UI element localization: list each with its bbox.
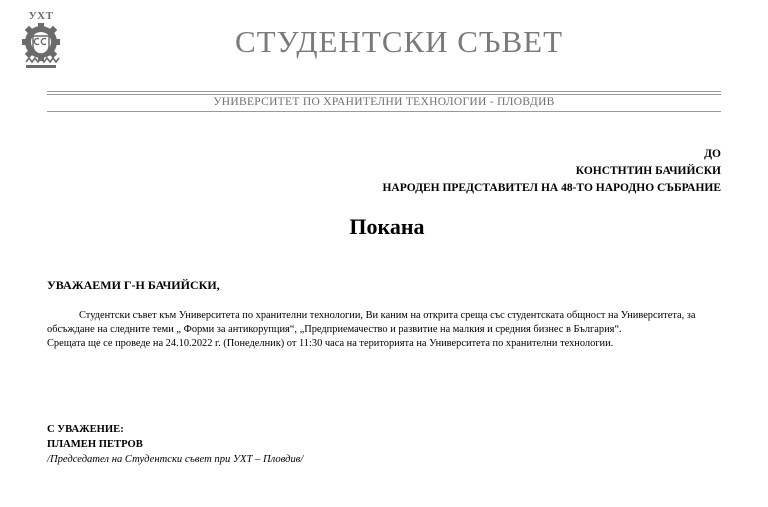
- addressee-name: КОНСТНТИН БАЧИЙСКИ: [575, 165, 721, 177]
- signature-closing: С УВАЖЕНИЕ:: [47, 424, 124, 435]
- body-paragraph-1: Студентски съвет към Университета по хранителни технологии, Ви каним на открита среща със студентската общност на Университета, за обсъждане на следните теми „ Форми за антикорупция“, „Предприемачество и развитие на малкия и средния бизнес в България“.: [47, 310, 696, 335]
- body-paragraph-2: Срещата ще се проведе на 24.10.2022 г. (Понеделник) от 11:30 часа на територията на Университета по хранителни технологии.: [47, 338, 614, 349]
- signature-block: [47, 422, 303, 467]
- signature-position: /Председател на Студентски съвет при УХТ – Пловдив/: [47, 454, 304, 465]
- signature-name: ПЛАМЕН ПЕТРОВ: [47, 439, 143, 450]
- logo-text: УХТ: [28, 10, 54, 22]
- header-divider-bottom: [47, 111, 721, 112]
- council-title: СТУДЕНТСКИ СЪВЕТ: [234, 24, 564, 59]
- salutation: УВАЖАЕМИ Г-Н БАЧИЙСКИ,: [47, 278, 220, 292]
- addressee-position: НАРОДЕН ПРЕДСТАВИТЕЛ НА 48-ТО НАРОДНО СЪБРАНИЕ: [382, 182, 721, 194]
- addressee-block: [382, 146, 721, 197]
- header-divider-top: [47, 91, 721, 92]
- document-title: Покана: [349, 214, 425, 239]
- letter-body: [47, 309, 725, 351]
- addressee-to: ДО: [704, 148, 721, 160]
- header-divider-top-double: [47, 94, 721, 95]
- university-subtitle: УНИВЕРСИТЕТ ПО ХРАНИТЕЛНИ ТЕХНОЛОГИИ - ПЛОВДИВ: [213, 96, 555, 108]
